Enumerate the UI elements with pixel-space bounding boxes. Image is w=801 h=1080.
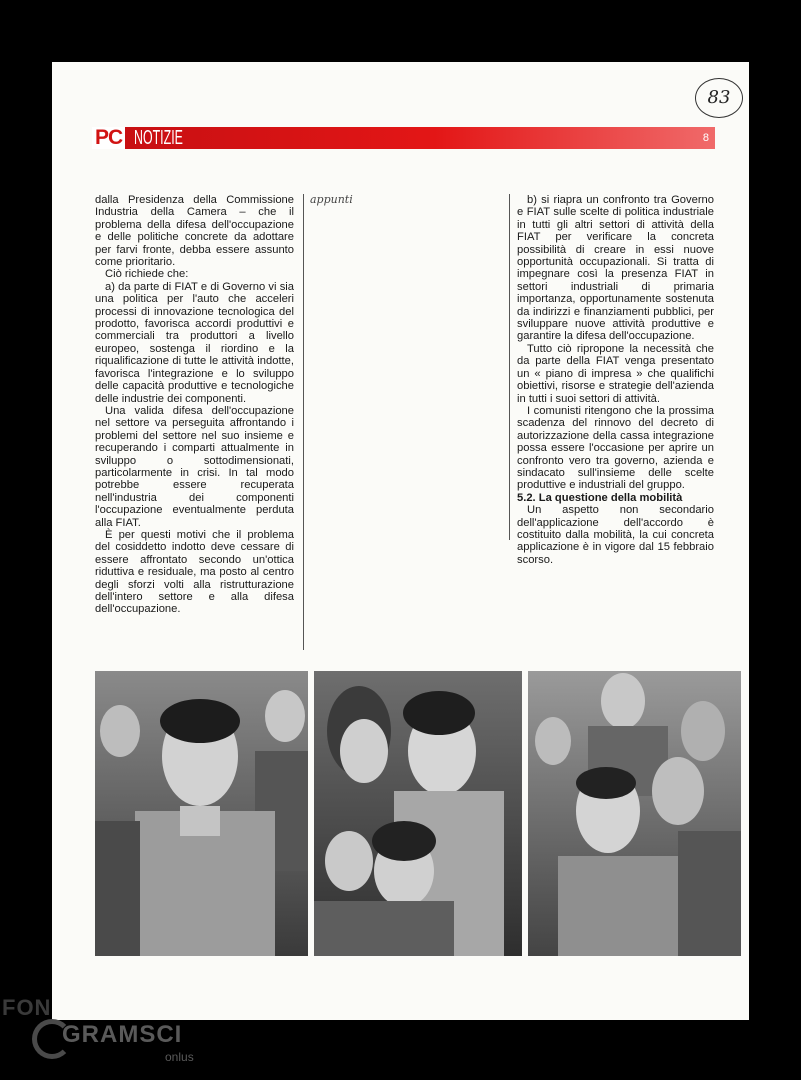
document-page bbox=[52, 62, 749, 1020]
paragraph: È per questi motivi che il problema del cosiddetto indotto deve cessare di essere affrontato secondo un'ottica riduttiva e residuale, ma posto al centro degli sforzi volti alla ristrutturazione dell'intero settore e alla difesa dell'occupazione. bbox=[95, 528, 294, 616]
handwritten-page-annotation: 83 bbox=[695, 78, 743, 118]
paragraph: Un aspetto non secondario dell'applicazione dell'accordo è costituito dalla mobilità, la cui concreta applicazione è in vigore dal 15 febbraio scorso. bbox=[517, 504, 714, 566]
photo-workers-crowd-2 bbox=[528, 671, 741, 956]
header-banner bbox=[92, 127, 715, 149]
section-title: NOTIZIE bbox=[134, 127, 183, 149]
photo-workers-crowd-1 bbox=[95, 671, 308, 956]
paragraph: Una valida difesa dell'occupazione nel settore va perseguita affrontando i problemi del settore nel suo insieme e recuperando i comparti attualmente in sviluppo o sottodimensionati, particolarmente in crisi. In tal modo potrebbe essere recuperata nell'industria dei componenti l'occupazione eventualmente perduta alla FIAT. bbox=[95, 404, 294, 529]
text-column-right bbox=[517, 194, 714, 566]
watermark-name: GRAMSCI bbox=[62, 1021, 183, 1048]
margin-label-appunti: appunti bbox=[310, 193, 353, 206]
paragraph: dalla Presidenza della Commissione Industria della Camera – che il problema della difesa dell'occupazione e delle politiche concrete da adottare per farvi fronte, debba essere assunto come prioritario. bbox=[95, 194, 294, 269]
watermark-suffix: onlus bbox=[165, 1050, 194, 1064]
text-column-left bbox=[95, 194, 294, 616]
page-number: 8 bbox=[702, 132, 709, 144]
watermark-prefix: FON bbox=[2, 995, 52, 1020]
fondazione-gramsci-watermark bbox=[0, 985, 220, 1075]
paragraph: a) da parte di FIAT e di Governo vi sia una politica per l'auto che acceleri processi di innovazione tecnologica del prodotto, favorisca accordi produttivi e commerciali tra produttori a livello europeo, sostenga il riordino e la riqualificazione di tutte le attività indotte, favorisca l'integrazione e lo sviluppo delle capacità produttive e tecnologiche delle industrie dei componenti. bbox=[95, 280, 294, 405]
photo-women-crowd bbox=[314, 671, 522, 956]
paragraph: b) si riapra un confronto tra Governo e FIAT sulle scelte di politica industriale in tutti gli altri settori di attività della FIAT per verificare la concreta possibilità di creare in essi nuove opportunità occupazionali. Si tratta di impegnare così la presenza FIAT in settori industriali di primaria importanza, opportunamente sostenuta da indirizzi e finanziamenti pubblici, per sviluppare nuove attività produttive e garantire la difesa dell'occupazione. bbox=[517, 194, 714, 343]
paragraph: Tutto ciò ripropone la necessità che da parte della FIAT venga presentato un « piano di impresa » che qualifichi obiettivi, risorse e strategie dell'azienda in tutti i suoi settori di attività. bbox=[517, 342, 714, 405]
paragraph: I comunisti ritengono che la prossima scadenza del rinnovo del decreto di autorizzazione della cassa integrazione possa essere l'occasione per aprire un confronto vero tra governo, azienda e sindacato sull'insieme delle scelte produttive e industriali del gruppo. bbox=[517, 404, 714, 492]
section-heading: 5.2. La questione della mobilità bbox=[517, 491, 683, 504]
paragraph: Ciò richiede che: bbox=[105, 268, 189, 281]
column-divider bbox=[303, 194, 304, 650]
column-divider bbox=[509, 194, 510, 540]
pc-logo: PC bbox=[92, 127, 125, 149]
